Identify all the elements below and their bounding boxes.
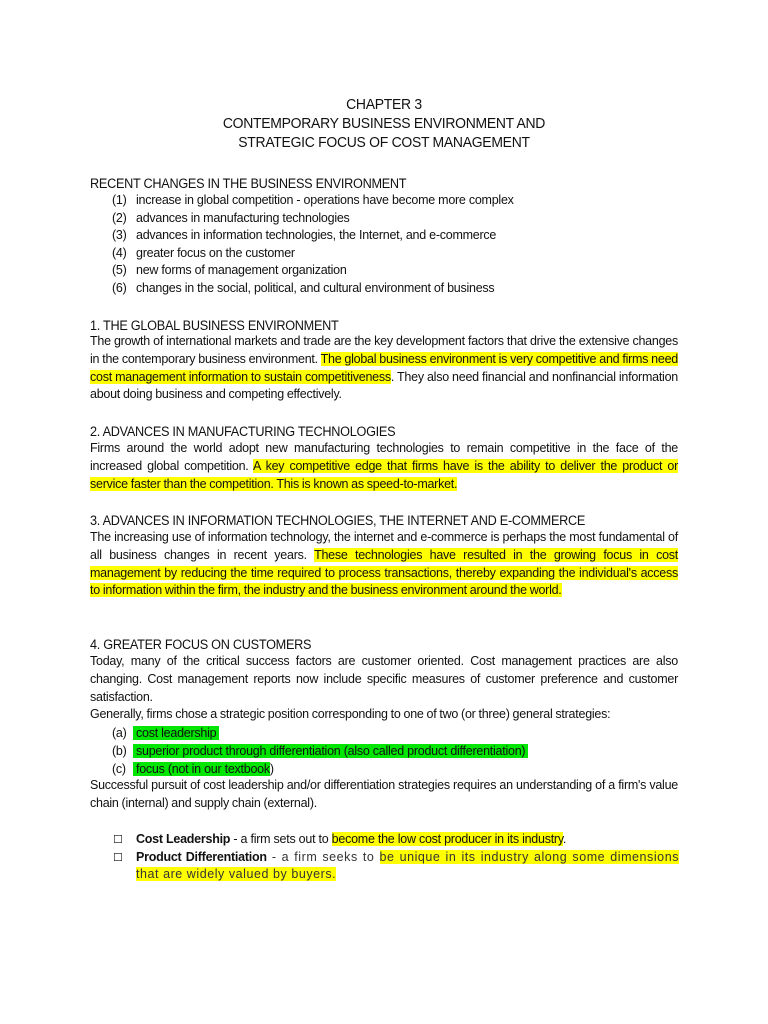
list-text: new forms of management organization [136, 263, 347, 277]
list-item [112, 210, 350, 228]
list-item [112, 192, 514, 210]
list-item [112, 227, 496, 245]
bullet-text-end: . [562, 832, 567, 846]
section-1-body [90, 333, 678, 404]
strategy-item-b [112, 743, 528, 760]
bullet-cost-leadership [113, 831, 679, 848]
bullet-highlight: become the low cost producer in its industry [331, 832, 563, 846]
page-title [111, 95, 658, 152]
list-text: advances in manufacturing technologies [136, 210, 350, 225]
chapter-number: CHAPTER 3 [346, 96, 422, 113]
list-number: (b) [112, 744, 127, 758]
section-1-text: The growth of international markets and trade are the key development factors that drive the extensive changes in the contemporary business environment. [90, 334, 678, 366]
strategy-text: cost leadership [133, 726, 219, 740]
list-item [112, 280, 494, 298]
section-2-text: Firms around the world adopt new manufacturing technologies to remain competitive in the face of the increased global competition. [90, 441, 678, 473]
list-number: (c) [112, 762, 126, 776]
section-1-text-end: . They also need financial and nonfinancial information about doing business and competing effectively. [90, 369, 678, 402]
strategy-item-c [112, 761, 274, 778]
checkbox-bullet-icon: ☐ [113, 833, 123, 846]
chapter-title-line-2: STRATEGIC FOCUS OF COST MANAGEMENT [238, 134, 530, 151]
list-text: changes in the social, political, and cultural environment of business [136, 280, 495, 295]
bullet-text: - a firm sets out to [230, 832, 332, 846]
bullet-highlight: be unique in its industry along some dimensions that are widely valued by buyers. [136, 850, 679, 881]
bullet-label: Product Differentiation [136, 850, 267, 864]
section-4-conclusion [90, 777, 678, 813]
strategy-text: focus (not in our textbook [133, 762, 270, 776]
bullet-label: Cost Leadership [136, 832, 231, 846]
section-2-heading: 2. ADVANCES IN MANUFACTURING TECHNOLOGIES [90, 424, 396, 439]
section-3-heading: 3. ADVANCES IN INFORMATION TECHNOLOGIES, THE INTERNET AND E-COMMERCE [90, 513, 586, 528]
list-number: (a) [112, 726, 127, 740]
section-3-text: The increasing use of information technology, the internet and e-commerce is perhaps the most fundamental of all business changes in recent years. [90, 530, 678, 562]
bullet-product-differentiation [113, 849, 679, 883]
strategy-item-a [112, 725, 219, 742]
checkbox-bullet-icon: ☐ [113, 851, 123, 864]
section-4-paragraph-3: Successful pursuit of cost leadership and/or differentiation strategies requires an understanding of a firm's value chain (internal) and supply chain (external). [90, 778, 678, 810]
section-2-body [90, 440, 678, 493]
section-1-heading: 1. THE GLOBAL BUSINESS ENVIRONMENT [90, 318, 339, 333]
section-3-body [90, 529, 678, 600]
bullet-text: - a firm seeks to [266, 850, 380, 864]
list-text: greater focus on the customer [136, 245, 295, 260]
section-2-highlight: A key competitive edge that firms have is the ability to deliver the product or service faster than the competition. This is known as speed-to-market. [90, 458, 678, 491]
strategy-text: superior product through differentiation (also called product differentiation) [133, 744, 528, 758]
recent-changes-heading: RECENT CHANGES IN THE BUSINESS ENVIRONMENT [90, 176, 407, 191]
list-text: advances in information technologies, the Internet, and e-commerce [136, 228, 497, 242]
list-number: (1) [112, 193, 127, 207]
list-item [112, 245, 295, 263]
strategy-text-end: ) [269, 762, 274, 776]
section-4-heading: 4. GREATER FOCUS ON CUSTOMERS [90, 637, 312, 652]
list-number: (2) [112, 210, 127, 225]
list-number: (6) [112, 280, 127, 295]
list-number: (4) [112, 245, 127, 260]
list-item [112, 262, 347, 280]
list-number: (5) [112, 263, 127, 277]
section-3-highlight: These technologies have resulted in the growing focus in cost management by reducing the time required to process transactions, thereby expanding the individual's access to information within the firm, the industry and the business environment around the world. [90, 547, 678, 598]
section-1-highlight: The global business environment is very competitive and firms need cost management information to sustain competitiveness [90, 351, 678, 384]
list-text: increase in global competition - operations have become more complex [136, 193, 514, 207]
chapter-title-line-1: CONTEMPORARY BUSINESS ENVIRONMENT AND [222, 115, 546, 132]
section-4-body [90, 653, 678, 724]
list-number: (3) [112, 228, 127, 242]
section-4-paragraph-1: Today, many of the critical success factors are customer oriented. Cost management practices are also changing. Cost management reports now include specific measures of customer preference and customer satisfaction. [90, 654, 678, 704]
section-4-paragraph-2: Generally, firms chose a strategic position corresponding to one of two (or three) general strategies: [90, 707, 611, 722]
